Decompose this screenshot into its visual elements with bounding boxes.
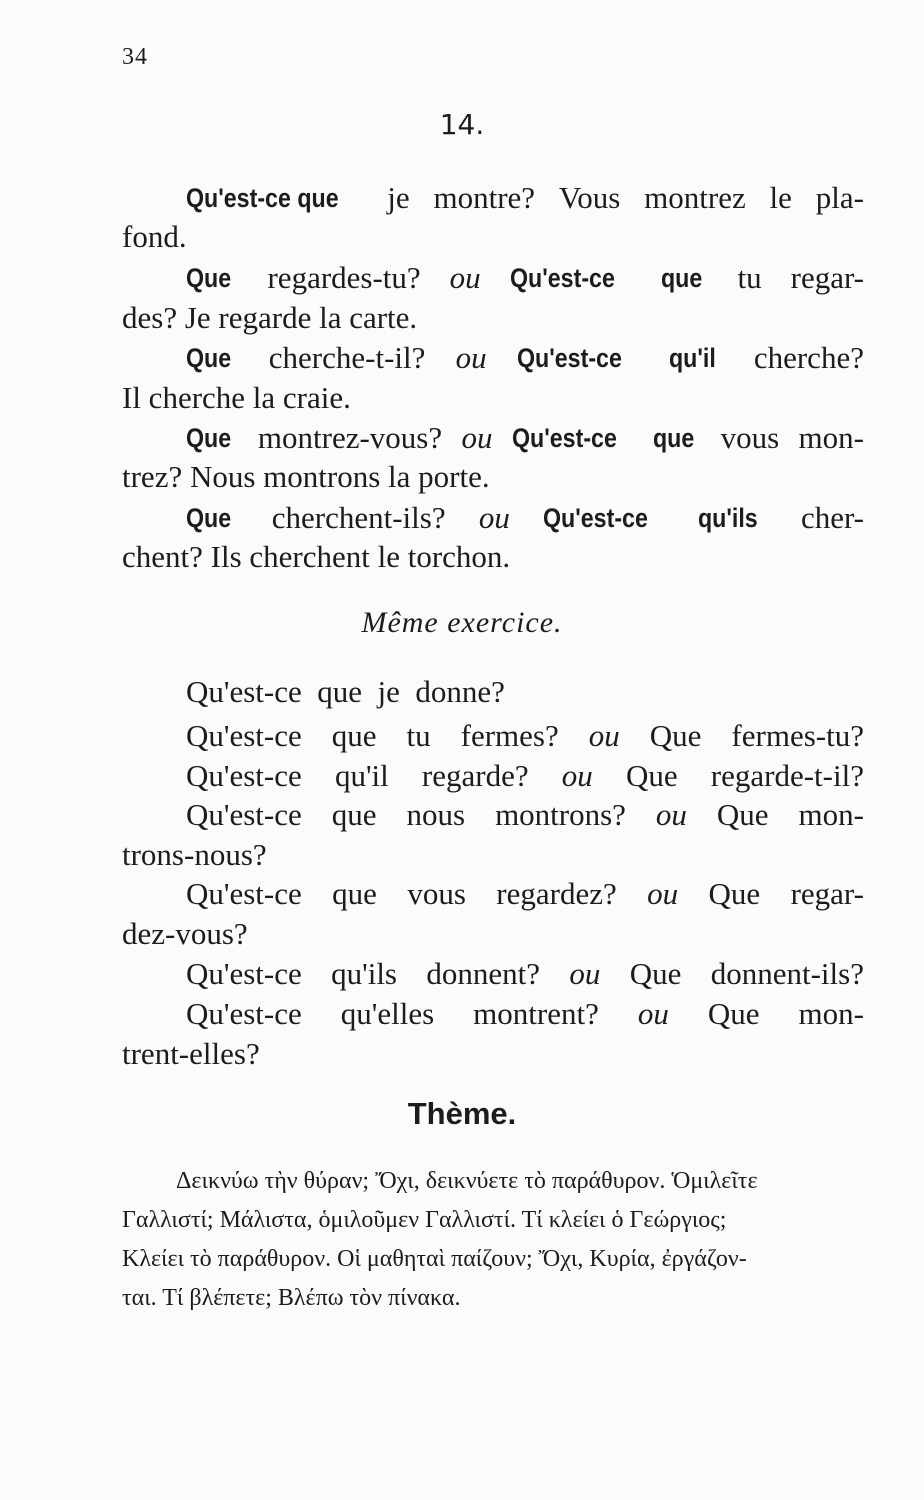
ou-italic: ou xyxy=(478,500,510,535)
word: fermes-tu? xyxy=(731,718,864,753)
dialogue-line xyxy=(122,418,864,458)
word: Que xyxy=(625,758,678,793)
word: mon- xyxy=(798,797,864,832)
ou-italic: ou xyxy=(655,797,687,832)
word: cher- xyxy=(800,500,864,535)
word: qu'il xyxy=(334,758,389,793)
word: Que xyxy=(716,797,769,832)
keyword: que xyxy=(653,423,695,453)
word: montrez xyxy=(644,180,746,215)
word: mon- xyxy=(798,420,864,455)
word: je xyxy=(377,674,400,709)
word: fermes? xyxy=(460,718,559,753)
theme-title: Thème. xyxy=(407,1096,517,1131)
word: Qu'est-ce xyxy=(186,674,302,709)
word: je xyxy=(387,180,410,215)
ou-italic: ou xyxy=(637,996,669,1031)
dialogue-line xyxy=(122,338,864,378)
word: que xyxy=(332,876,377,911)
word: cherchent-ils? xyxy=(271,500,446,535)
word: vous xyxy=(720,420,780,455)
keyword: Qu'est-ce xyxy=(543,503,648,533)
keyword: Qu'est-ce xyxy=(509,263,615,293)
word: montrons? xyxy=(495,797,626,832)
word: qu'elles xyxy=(340,996,435,1031)
keyword: qu'il xyxy=(669,343,716,373)
word: cherche-t-il? xyxy=(268,340,426,375)
dialogue-line: fond. xyxy=(122,219,187,254)
word: Que xyxy=(629,956,682,991)
ou-italic: ou xyxy=(588,718,620,753)
exercise-line xyxy=(122,994,864,1034)
greek-line: Κλείει τὸ παράθυρον. Οἱ μαθηταὶ παίζουν; Ὄχι, Κυρία, ἐργάζον- xyxy=(122,1246,747,1272)
word: regardez? xyxy=(496,876,617,911)
word: regar- xyxy=(790,876,864,911)
dialogue-line: des? Je regarde la carte. xyxy=(122,300,418,335)
ou-italic: ou xyxy=(561,758,593,793)
exercise-line xyxy=(122,672,864,712)
ou-italic: ou xyxy=(647,876,679,911)
word: tu xyxy=(737,260,762,295)
word: Que xyxy=(649,718,702,753)
keyword: Que xyxy=(186,423,232,453)
word: que xyxy=(331,718,377,753)
word: regar- xyxy=(790,260,864,295)
keyword: Que xyxy=(186,343,232,373)
word: regardes-tu? xyxy=(267,260,421,295)
word: nous xyxy=(406,797,466,832)
keyword: Qu'est-ce xyxy=(511,423,617,453)
dialogue-line: trez? Nous montrons la porte. xyxy=(122,459,490,494)
dialogue-line xyxy=(122,178,864,218)
word: Vous xyxy=(558,180,621,215)
section-number: 14. xyxy=(439,108,485,141)
word: Qu'est-ce xyxy=(186,758,302,793)
exercise-line xyxy=(122,716,864,756)
word: montre? xyxy=(433,180,536,215)
dialogue-line: chent? Ils cherchent le torchon. xyxy=(122,539,511,574)
dialogue-line xyxy=(122,258,864,298)
exercise-line xyxy=(122,795,864,835)
exercise-line: trons-nous? xyxy=(122,837,267,872)
word: mon- xyxy=(798,996,864,1031)
word: regarde? xyxy=(421,758,529,793)
word: Qu'est-ce xyxy=(186,876,302,911)
ou-italic: ou xyxy=(569,956,601,991)
keyword: que xyxy=(660,263,702,293)
word: que xyxy=(317,674,363,709)
greek-line: ται. Τί βλέπετε; Βλέπω τὸν πίνακα. xyxy=(122,1285,461,1311)
exercise-line xyxy=(122,756,864,796)
dialogue-line xyxy=(122,498,864,538)
word: Qu'est-ce xyxy=(186,797,302,832)
word: pla- xyxy=(815,180,864,215)
exercise-line xyxy=(122,954,864,994)
word: donne? xyxy=(415,674,505,709)
keyword: Que xyxy=(186,263,232,293)
word: vous xyxy=(407,876,466,911)
word: donnent-ils? xyxy=(710,956,864,991)
word: Qu'est-ce xyxy=(186,996,302,1031)
word: Que xyxy=(708,876,761,911)
greek-line: Γαλλιστί; Μάλιστα, ὁμιλοῦμεν Γαλλιστί. Τί κλείει ὁ Γεώργιος; xyxy=(122,1207,727,1233)
word: cherche? xyxy=(753,340,864,375)
ou-italic: ou xyxy=(455,340,487,375)
page-number: 34 xyxy=(122,44,148,70)
word: montrez-vous? xyxy=(257,420,443,455)
word: que xyxy=(331,797,377,832)
word: montrent? xyxy=(473,996,599,1031)
exercise-line: dez-vous? xyxy=(122,916,248,951)
word: tu xyxy=(406,718,431,753)
word: Qu'est-ce xyxy=(186,956,302,991)
word: le xyxy=(769,180,792,215)
exercise-title: Même exercice. xyxy=(361,606,563,639)
word: qu'ils xyxy=(331,956,397,991)
word: donnent? xyxy=(426,956,540,991)
word: regarde-t-il? xyxy=(710,758,864,793)
ou-italic: ou xyxy=(461,420,493,455)
keyword: Que xyxy=(186,503,232,533)
exercise-line xyxy=(122,874,864,914)
greek-line: Δεικνύω τὴν θύραν; Ὄχι, δεικνύετε τὸ παράθυρον. Ὁμιλεῖτε xyxy=(176,1168,758,1194)
word: Qu'est-ce xyxy=(186,718,302,753)
keyword: Qu'est-ce que xyxy=(186,183,339,213)
ou-italic: ou xyxy=(449,260,481,295)
word: Que xyxy=(707,996,760,1031)
keyword: qu'ils xyxy=(698,503,758,533)
exercise-line: trent-elles? xyxy=(122,1036,260,1071)
dialogue-line: Il cherche la craie. xyxy=(122,380,351,415)
keyword: Qu'est-ce xyxy=(516,343,622,373)
